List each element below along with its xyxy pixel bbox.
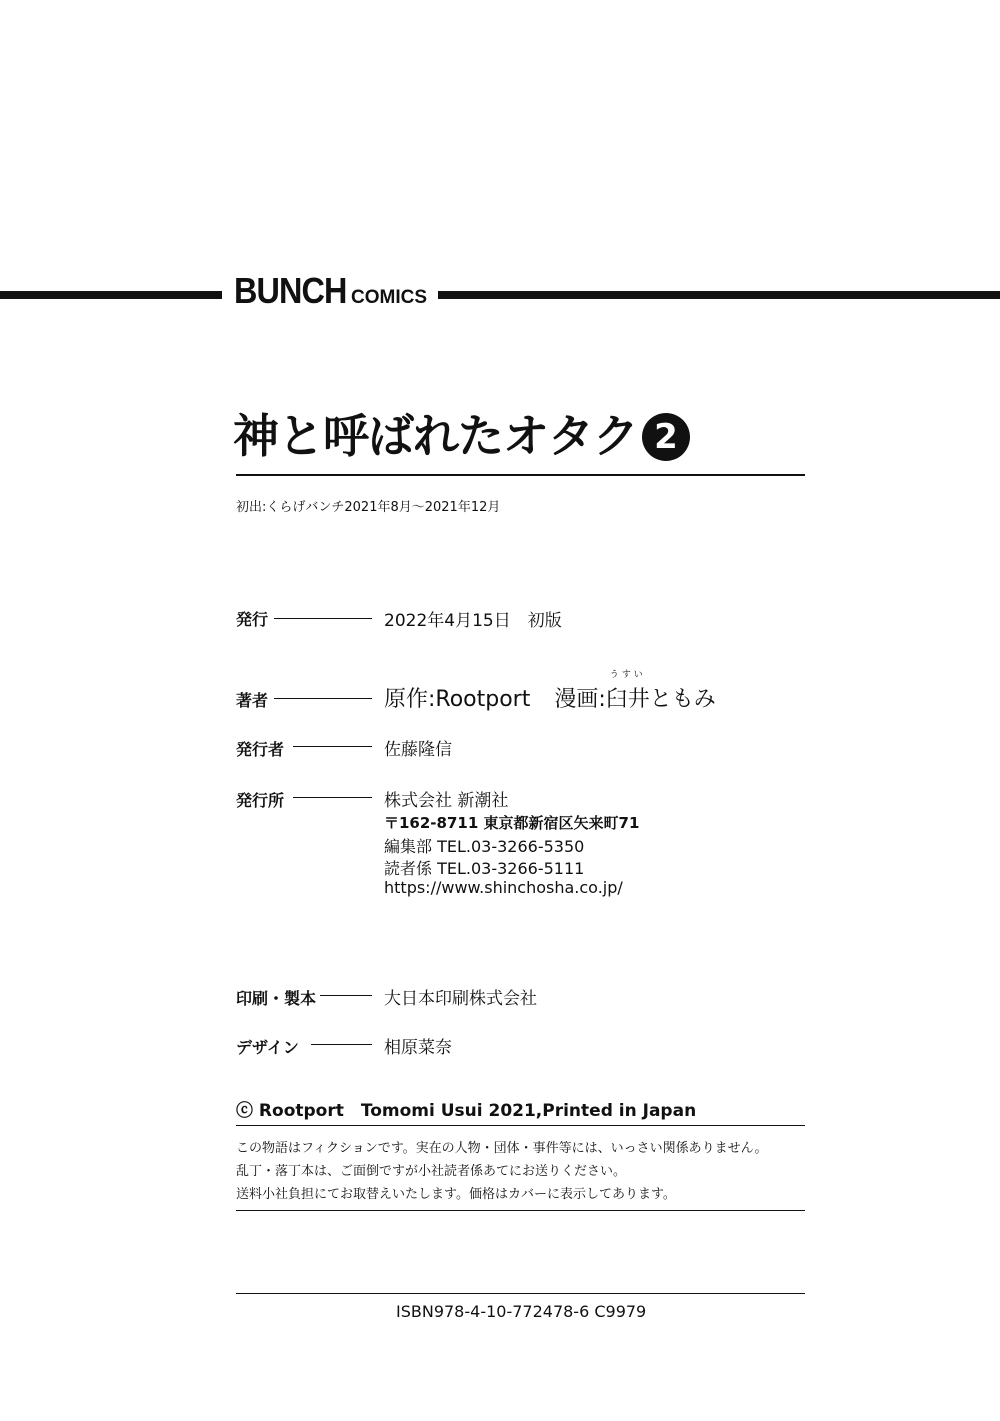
brand-main: BUNCH — [234, 270, 347, 311]
title-rule — [236, 474, 805, 476]
design-label: デザイン — [236, 1038, 299, 1057]
publisher-address: 〒162-8711 東京都新宿区矢来町71 — [384, 814, 640, 832]
title-text: 神と呼ばれたオタク — [233, 409, 638, 463]
author-manga-name-kana: ともみ — [649, 687, 716, 712]
author-ruby: うすい — [609, 670, 646, 680]
design-line — [311, 1044, 372, 1045]
notice-fiction: この物語はフィクションです。実在の人物・団体・事件等には、いっさい関係ありません。 — [236, 1141, 768, 1156]
publisher-office-label: 発行所 — [236, 791, 285, 810]
issue-line — [274, 618, 372, 619]
author-original: 原作:Rootport — [384, 687, 531, 712]
brand-rule-left — [0, 291, 222, 299]
design-value: 相原菜奈 — [384, 1038, 452, 1058]
brand-rule-right — [438, 291, 1000, 299]
author-value — [384, 670, 716, 713]
isbn: ISBN978-4-10-772478-6 C9979 — [396, 1302, 647, 1321]
brand-logo — [234, 270, 427, 310]
publisher-office-line — [293, 797, 372, 798]
printing-label: 印刷・製本 — [236, 989, 317, 1008]
isbn-rule — [236, 1293, 805, 1294]
editorial-tel: 編集部 TEL.03-3266-5350 — [384, 837, 585, 856]
author-manga-name-kanji-wrap — [605, 670, 650, 713]
publisher-person-line — [293, 746, 372, 747]
publisher-person-value: 佐藤隆信 — [384, 740, 452, 760]
issue-label: 発行 — [236, 610, 269, 629]
book-title — [233, 400, 690, 466]
author-line — [274, 698, 372, 699]
printing-line — [320, 995, 372, 996]
volume-badge: 2 — [642, 413, 690, 461]
printing-value: 大日本印刷株式会社 — [384, 989, 537, 1009]
author-label: 著者 — [236, 691, 269, 710]
publisher-company: 株式会社 新潮社 — [384, 791, 509, 811]
issue-value: 2022年4月15日 初版 — [384, 611, 562, 631]
brand-sub: COMICS — [351, 287, 427, 308]
first-published: 初出:くらげバンチ2021年8月～2021年12月 — [236, 500, 501, 515]
notice-shipping: 送料小社負担にてお取替えいたします。価格はカバーに表示してあります。 — [236, 1187, 676, 1202]
notice-defect: 乱丁・落丁本は、ご面倒ですが小社読者係あてにお送りください。 — [236, 1164, 627, 1179]
notice-rule-bottom — [236, 1210, 805, 1211]
author-manga-name-kanji: 臼井 — [605, 687, 650, 712]
publisher-person-label: 発行者 — [236, 740, 285, 759]
copyright: ⓒ Rootport Tomomi Usui 2021,Printed in Japan — [236, 1101, 697, 1121]
notice-rule-top — [236, 1125, 805, 1126]
reader-tel: 読者係 TEL.03-3266-5111 — [384, 859, 585, 878]
author-manga-prefix: 漫画: — [554, 687, 606, 712]
publisher-url: https://www.shinchosha.co.jp/ — [384, 878, 623, 897]
